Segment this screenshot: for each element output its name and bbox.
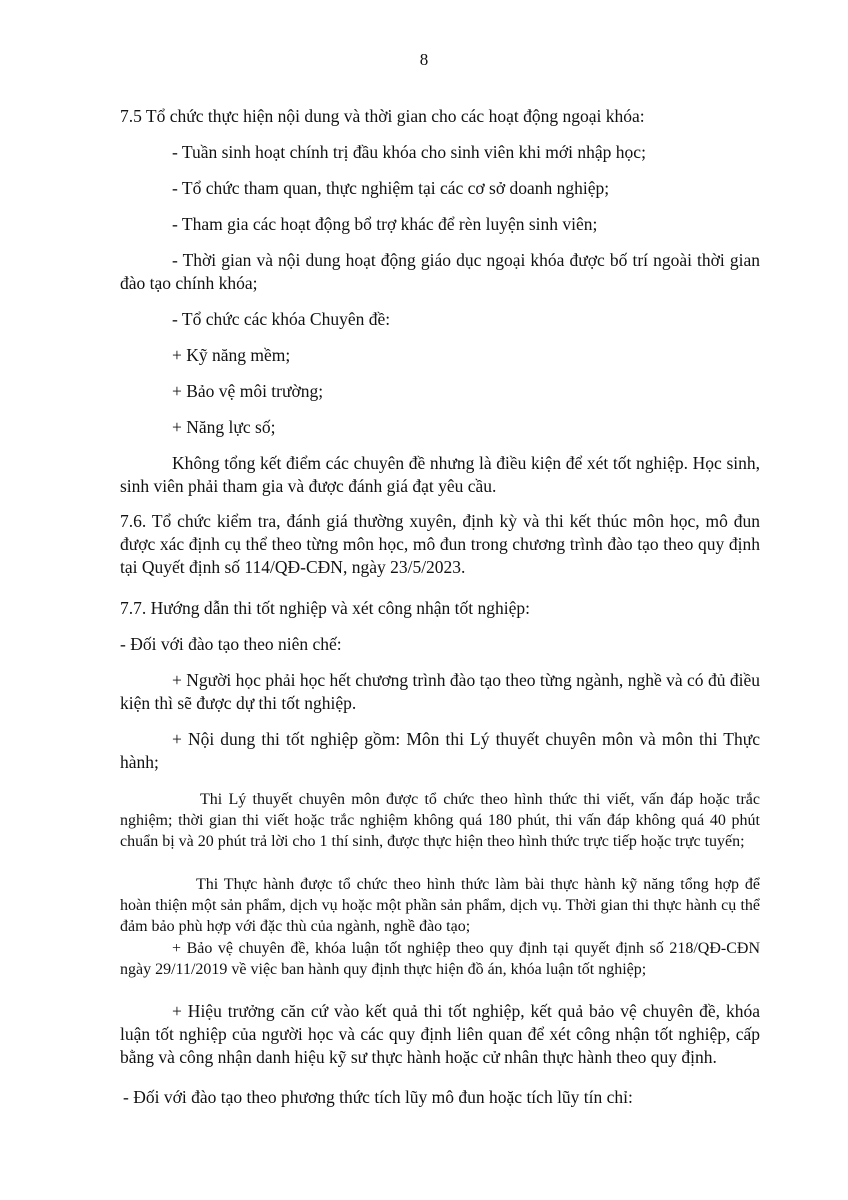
- list-item: - Tham gia các hoạt động bổ trợ khác để rèn luyện sinh viên;: [172, 214, 598, 234]
- section-7-6: 7.6. Tổ chức kiểm tra, đánh giá thường xuyên, định kỳ và thi kết thúc môn học, mô đun được xác định cụ thể theo từng môn học, mô đun trong chương trình đào tạo theo quy định tại Quyết định số 114/QĐ-CĐN, ngày 23/5/2023.: [120, 511, 760, 577]
- topic-item: + Kỹ năng mềm;: [172, 345, 291, 365]
- paragraph-p5: [120, 938, 760, 980]
- p2-text: + Nội dung thi tốt nghiệp gồm: Môn thi Lý thuyết chuyên môn và môn thi Thực hành;: [120, 729, 760, 772]
- section-7-7-heading: 7.7. Hướng dẫn thi tốt nghiệp và xét công nhận tốt nghiệp:: [120, 598, 530, 618]
- paragraph-p4: [120, 874, 760, 937]
- topics-intro: - Tổ chức các khóa Chuyên đề:: [172, 309, 391, 329]
- list-item: - Tuần sinh hoạt chính trị đầu khóa cho sinh viên khi mới nhập học;: [172, 142, 646, 162]
- tichluy-heading: - Đối với đào tạo theo phương thức tích lũy mô đun hoặc tích lũy tín chỉ:: [123, 1087, 633, 1107]
- p5-text: + Bảo vệ chuyên đề, khóa luận tốt nghiệp theo quy định tại quyết định số 218/QĐ-CĐN ngày 29/11/2019 về việc ban hành quy định thực hiện đồ án, khóa luận tốt nghiệp;: [120, 940, 760, 978]
- time-paragraph: [120, 249, 760, 295]
- paragraph-p2: [120, 728, 760, 774]
- paragraph-p3: [120, 789, 760, 852]
- nienche-heading: - Đối với đào tạo theo niên chế:: [120, 634, 342, 654]
- section-7-5-heading: 7.5 Tổ chức thực hiện nội dung và thời gian cho các hoạt động ngoại khóa:: [120, 106, 645, 126]
- list-item: - Tổ chức tham quan, thực nghiệm tại các cơ sở doanh nghiệp;: [172, 178, 610, 198]
- page-number: 8: [419, 50, 429, 69]
- paragraph-p1: [120, 669, 760, 715]
- time-paragraph-text: - Thời gian và nội dung hoạt động giáo dục ngoại khóa được bố trí ngoài thời gian đào tạo chính khóa;: [120, 250, 760, 293]
- note-paragraph: [120, 452, 760, 498]
- topic-item: + Bảo vệ môi trường;: [172, 381, 324, 401]
- p4-text: Thi Thực hành được tổ chức theo hình thức làm bài thực hành kỹ năng tổng hợp để hoàn thiện một sản phẩm, dịch vụ hoặc một phần sản phẩm, dịch vụ. Thời gian thi thực hành cụ thể đảm bảo phù hợp với đặc thù của ngành, nghề đào tạo;: [120, 876, 760, 935]
- topic-item: + Năng lực số;: [172, 417, 276, 437]
- note-text: Không tổng kết điểm các chuyên đề nhưng là điều kiện để xét tốt nghiệp. Học sinh, sinh viên phải tham gia và được đánh giá đạt yêu cầu.: [120, 453, 760, 496]
- p3-text: Thi Lý thuyết chuyên môn được tổ chức theo hình thức thi viết, vấn đáp hoặc trắc nghiệm; thời gian thi viết hoặc trắc nghiệm không quá 180 phút, thi vấn đáp không quá 40 phút chuẩn bị và 20 phút trả lời cho 1 thí sinh, được thực hiện theo hình thức trực tiếp hoặc trực tuyến;: [120, 791, 760, 850]
- p6-text: + Hiệu trưởng căn cứ vào kết quả thi tốt nghiệp, kết quả bảo vệ chuyên đề, khóa luận tốt nghiệp của người học và các quy định liên quan để xét công nhận tốt nghiệp, cấp bằng và công nhận danh hiệu kỹ sư thực hành hoặc cử nhân thực hành theo quy định.: [120, 1001, 760, 1067]
- p1-text: + Người học phải học hết chương trình đào tạo theo từng ngành, nghề và có đủ điều kiện thì sẽ được dự thi tốt nghiệp.: [120, 670, 760, 713]
- paragraph-p6: [120, 1000, 760, 1069]
